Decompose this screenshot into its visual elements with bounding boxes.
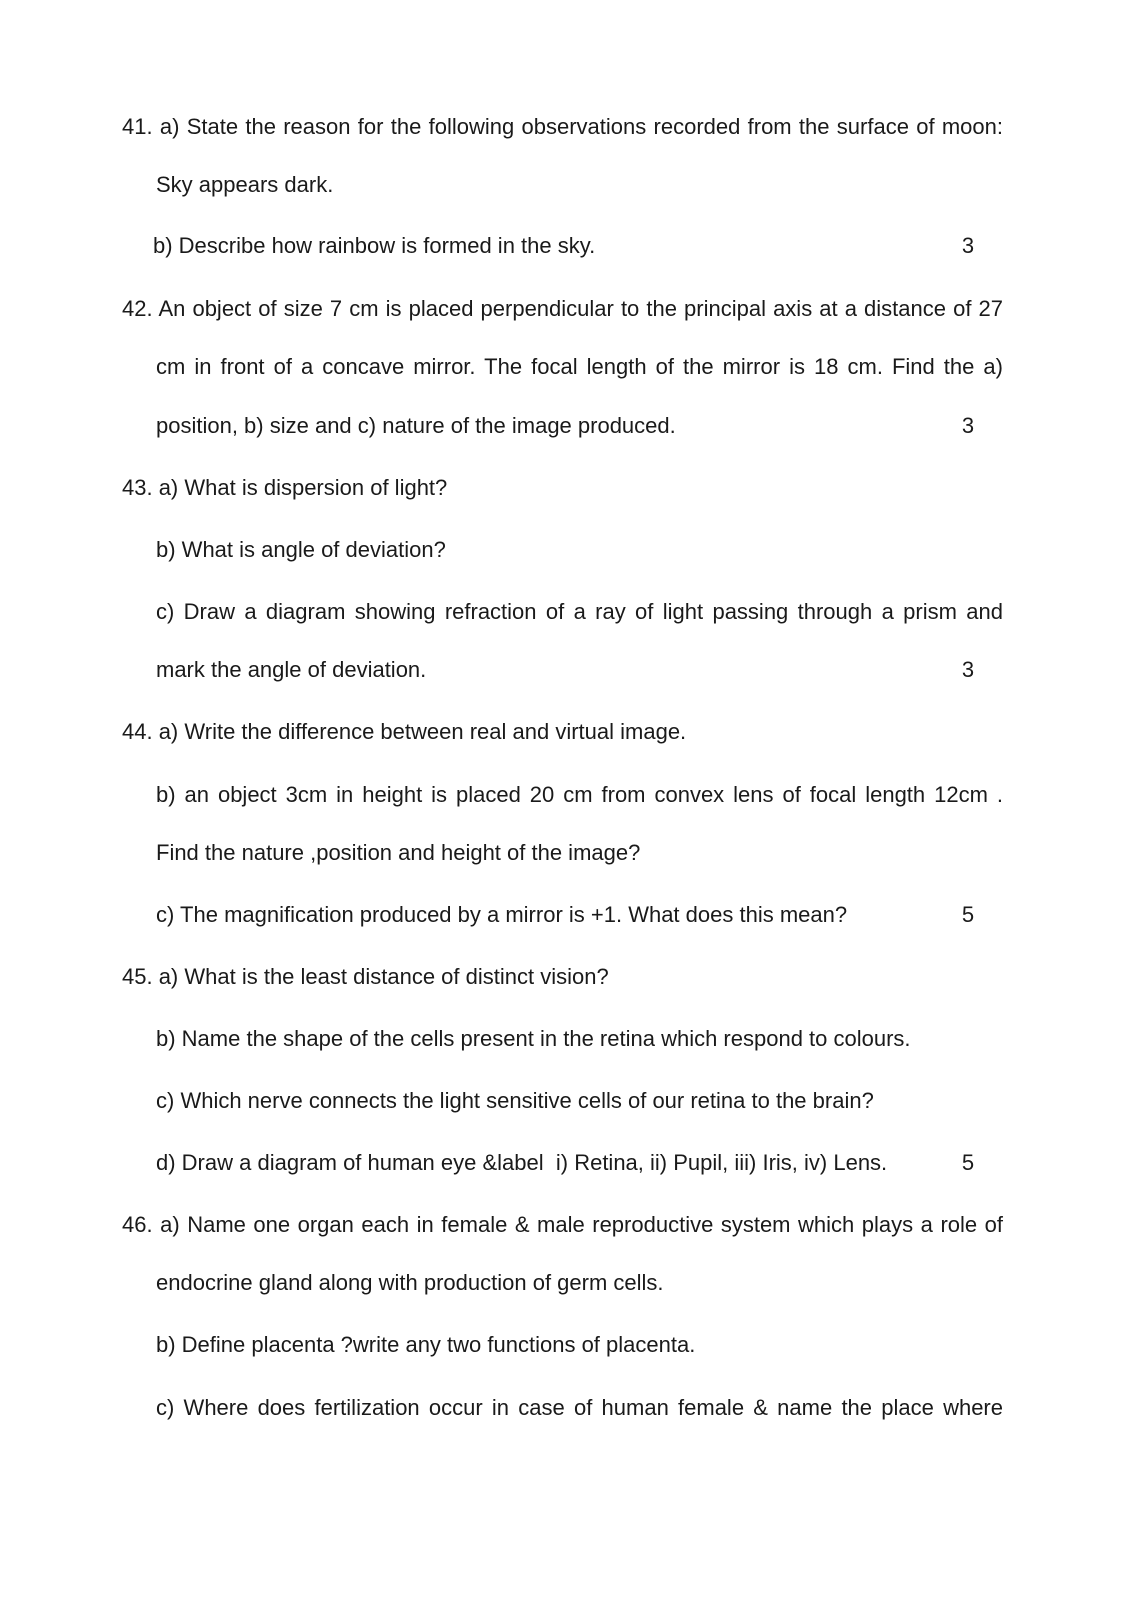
q42-line1: 42. An object of size 7 cm is placed perpendicular to the principal axis at a distance of 27 [122,296,1003,321]
q41-part-a-line1: 41. a) State the reason for the following observations recorded from the surface of moon: [122,114,1003,139]
q45-part-b: b) Name the shape of the cells present in the retina which respond to colours. [156,1026,911,1051]
q45-part-c: c) Which nerve connects the light sensitive cells of our retina to the brain? [156,1088,874,1113]
q44-part-c: c) The magnification produced by a mirror is +1. What does this mean? [156,902,848,927]
q46-part-c-line1: c) Where does fertilization occur in case of human female & name the place where [156,1395,1003,1420]
q43-part-c-line1: c) Draw a diagram showing refraction of a ray of light passing through a prism and [156,599,1003,624]
q43-marks: 3 [961,657,975,682]
q46-part-a-line2: endocrine gland along with production of germ cells. [156,1270,664,1295]
q46-part-b: b) Define placenta ?write any two functions of placenta. [156,1332,696,1357]
q45-marks: 5 [961,1150,975,1175]
q44-part-b-line1: b) an object 3cm in height is placed 20 cm from convex lens of focal length 12cm . [156,782,1003,807]
q42-line3: position, b) size and c) nature of the image produced. [156,413,676,438]
q43-part-a: 43. a) What is dispersion of light? [122,475,448,500]
q42-line2: cm in front of a concave mirror. The focal length of the mirror is 18 cm. Find the a) [156,354,1003,379]
q44-part-b-line2: Find the nature ,position and height of the image? [156,840,641,865]
q41-marks: 3 [961,233,975,258]
q43-part-c-line2: mark the angle of deviation. [156,657,427,682]
q44-part-a: 44. a) Write the difference between real and virtual image. [122,719,687,744]
q46-part-a-line1: 46. a) Name one organ each in female & male reproductive system which plays a role of [122,1212,1003,1237]
q45-part-a: 45. a) What is the least distance of distinct vision? [122,964,609,989]
q42-marks: 3 [961,413,975,438]
q41-part-b: b) Describe how rainbow is formed in the sky. [153,233,596,258]
q41-part-a-line2: Sky appears dark. [156,172,334,197]
q45-part-d: d) Draw a diagram of human eye &label i) Retina, ii) Pupil, iii) Iris, iv) Lens. [156,1150,888,1175]
q43-part-b: b) What is angle of deviation? [156,537,446,562]
q44-marks: 5 [961,902,975,927]
